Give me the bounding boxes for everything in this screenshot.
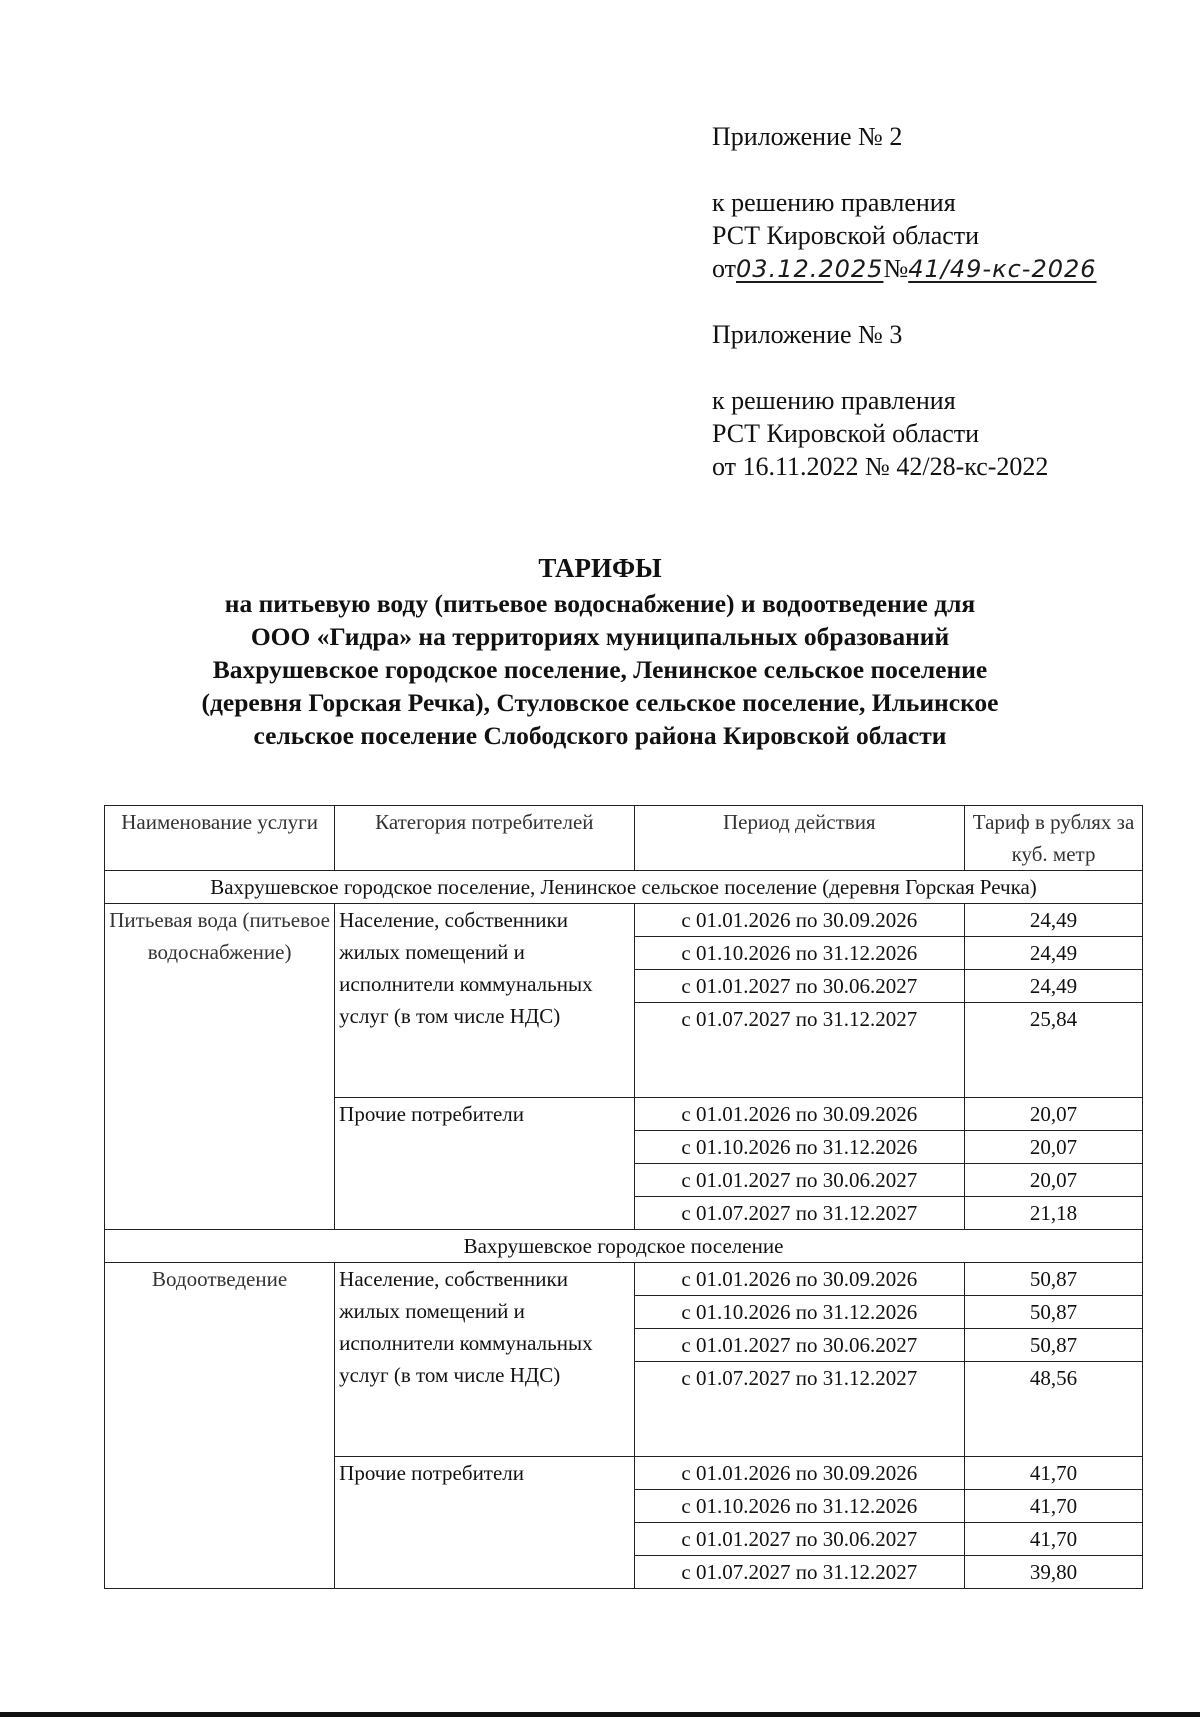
- appendix-3-ref-line1: к решению правления: [712, 386, 956, 415]
- table-row: [105, 1263, 1143, 1296]
- tariff-cell: 41,70: [965, 1523, 1143, 1556]
- appendix-2-reference: [712, 186, 1152, 286]
- period-cell: с 01.10.2026 по 31.12.2026: [634, 1296, 965, 1329]
- tariff-cell: 20,07: [965, 1098, 1143, 1131]
- header-period: Период действия: [634, 806, 965, 871]
- tariff-cell: 24,49: [965, 937, 1143, 970]
- appendix-2-ref-number: 41/49-кс-2026: [908, 255, 1097, 283]
- tariff-table: [104, 805, 1143, 1589]
- section-1-title: Вахрушевское городское поселение, Ленинское сельское поселение (деревня Горская Речка): [105, 871, 1143, 904]
- period-cell: с 01.01.2026 по 30.09.2026: [634, 904, 965, 937]
- tariff-cell: 24,49: [965, 904, 1143, 937]
- period-cell: с 01.01.2027 по 30.06.2027: [634, 1329, 965, 1362]
- tariff-cell: 48,56: [965, 1362, 1143, 1457]
- appendix-2-title: [712, 120, 1152, 153]
- appendix-2-ref-num-sign: №: [883, 254, 909, 283]
- appendix-3-ref-line2: РСТ Кировской области: [712, 419, 980, 448]
- category-cell-population: Население, собственники жилых помещений и исполнители коммунальных услуг (в том числе НДС): [335, 904, 634, 1098]
- tariff-cell: 41,70: [965, 1490, 1143, 1523]
- table-section-row: [105, 871, 1143, 904]
- tariff-cell: 39,80: [965, 1556, 1143, 1589]
- appendix-3-ref-line3: от 16.11.2022 № 42/28-кс-2022: [712, 452, 1049, 481]
- tariff-cell: 20,07: [965, 1131, 1143, 1164]
- appendix-3-heading: Приложение № 3: [712, 320, 903, 349]
- appendix-2-ref-date: 03.12.2025: [736, 255, 884, 283]
- table-header-row: [105, 806, 1143, 871]
- title-line-1: на питьевую воду (питьевое водоснабжение) и водоотведение для: [224, 589, 976, 618]
- period-cell: с 01.01.2027 по 30.06.2027: [634, 970, 965, 1003]
- appendix-2-ref-line2: РСТ Кировской области: [712, 221, 980, 250]
- tariff-cell: 50,87: [965, 1296, 1143, 1329]
- tariff-cell: 50,87: [965, 1329, 1143, 1362]
- header-category: Категория потребителей: [335, 806, 634, 871]
- title-main: ТАРИФЫ: [538, 553, 662, 583]
- header-tariff: Тариф в рублях за куб. метр: [965, 806, 1143, 871]
- category-cell-other: Прочие потребители: [335, 1457, 634, 1589]
- service-cell-water: Питьевая вода (питьевое водоснабжение): [105, 904, 335, 1230]
- appendix-2-ref-prefix: от: [712, 254, 737, 283]
- title-line-3: Вахрушевское городское поселение, Ленинское сельское поселение: [212, 655, 988, 684]
- period-cell: с 01.10.2026 по 31.12.2026: [634, 1490, 965, 1523]
- title-line-4: (деревня Горская Речка), Стуловское сельское поселение, Ильинское: [201, 688, 999, 717]
- service-cell-sewage: Водоотведение: [105, 1263, 335, 1589]
- tariff-cell: 24,49: [965, 970, 1143, 1003]
- category-cell-other: Прочие потребители: [335, 1098, 634, 1230]
- section-2-title: Вахрушевское городское поселение: [105, 1230, 1143, 1263]
- period-cell: с 01.10.2026 по 31.12.2026: [634, 1131, 965, 1164]
- tariff-cell: 50,87: [965, 1263, 1143, 1296]
- category-cell-population: Население, собственники жилых помещений и исполнители коммунальных услуг (в том числе НДС): [335, 1263, 634, 1457]
- period-cell: с 01.01.2027 по 30.06.2027: [634, 1164, 965, 1197]
- page-bottom-rule: [0, 1712, 1200, 1717]
- period-cell: с 01.07.2027 по 31.12.2027: [634, 1003, 965, 1098]
- appendix-3-title: [712, 318, 1152, 351]
- period-cell: с 01.01.2026 по 30.09.2026: [634, 1263, 965, 1296]
- tariff-cell: 20,07: [965, 1164, 1143, 1197]
- period-cell: с 01.07.2027 по 31.12.2027: [634, 1556, 965, 1589]
- document-title: [130, 552, 1070, 752]
- period-cell: с 01.01.2027 по 30.06.2027: [634, 1523, 965, 1556]
- appendix-2-heading: Приложение № 2: [712, 122, 903, 151]
- appendix-2-ref-line3: [712, 252, 1152, 286]
- header-service: Наименование услуги: [105, 806, 335, 871]
- tariff-cell: 41,70: [965, 1457, 1143, 1490]
- period-cell: с 01.07.2027 по 31.12.2027: [634, 1197, 965, 1230]
- appendix-2-ref-line1: к решению правления: [712, 188, 956, 217]
- period-cell: с 01.07.2027 по 31.12.2027: [634, 1362, 965, 1457]
- period-cell: с 01.10.2026 по 31.12.2026: [634, 937, 965, 970]
- tariff-cell: 21,18: [965, 1197, 1143, 1230]
- table-row: [105, 904, 1143, 937]
- period-cell: с 01.01.2026 по 30.09.2026: [634, 1457, 965, 1490]
- appendix-3-reference: [712, 384, 1152, 483]
- title-line-5: сельское поселение Слободского района Кировской области: [253, 721, 947, 750]
- table-section-row: [105, 1230, 1143, 1263]
- tariff-cell: 25,84: [965, 1003, 1143, 1098]
- title-line-2: ООО «Гидра» на территориях муниципальных образований: [250, 622, 950, 651]
- period-cell: с 01.01.2026 по 30.09.2026: [634, 1098, 965, 1131]
